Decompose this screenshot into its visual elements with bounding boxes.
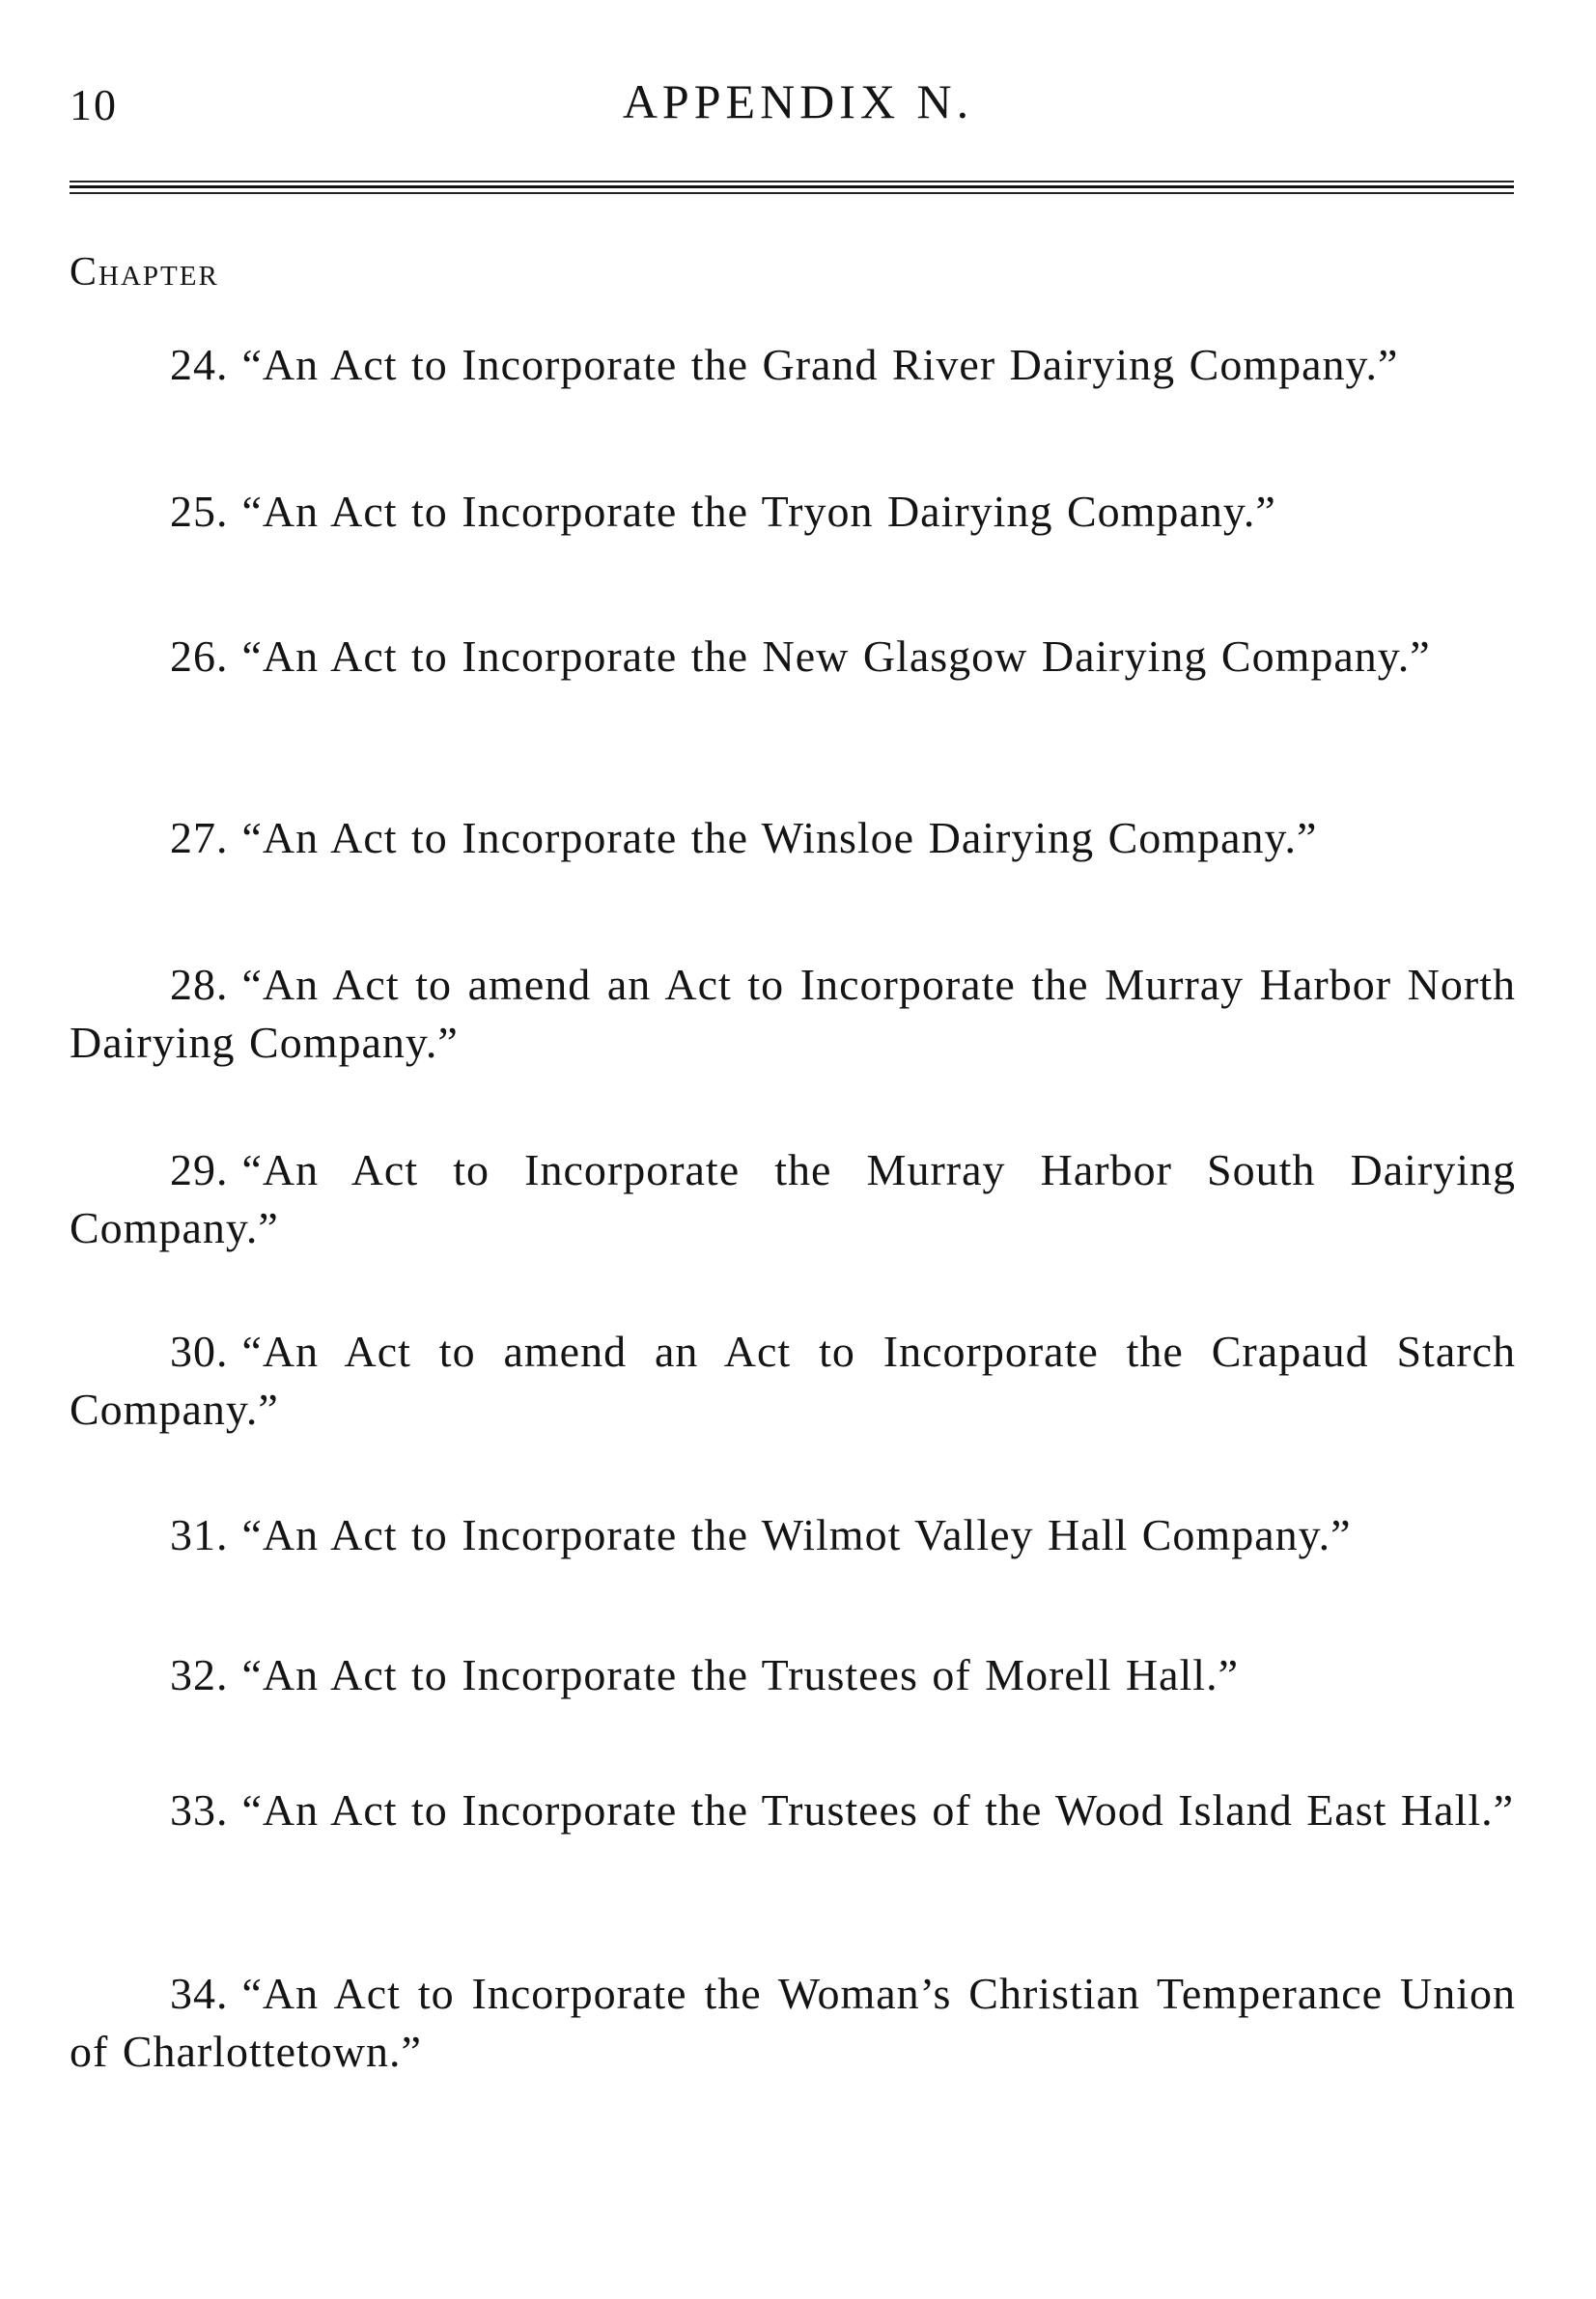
chapter-number: 27.	[170, 813, 229, 862]
act-title: “An Act to Incorporate the New Glasgow Dairying Company.”	[241, 631, 1431, 681]
act-title: “An Act to Incorporate the Murray Harbor South Dairying Company.”	[70, 1145, 1516, 1252]
chapter-number: 30.	[170, 1327, 229, 1376]
act-title: “An Act to Incorporate the Grand River Dairying Company.”	[241, 340, 1399, 389]
chapter-number: 25.	[170, 487, 229, 536]
page-number: 10	[70, 80, 118, 129]
chapter-number: 34.	[170, 1969, 229, 2018]
header-rule	[70, 185, 1514, 188]
chapter-number: 29.	[170, 1145, 229, 1194]
chapter-number: 33.	[170, 1785, 229, 1835]
act-entry	[70, 1965, 1516, 2081]
act-entry	[70, 336, 1516, 394]
chapter-number: 31.	[170, 1510, 229, 1559]
act-title: “An Act to Incorporate the Wilmot Valley Hall Company.”	[241, 1510, 1352, 1559]
act-entry	[70, 1141, 1516, 1257]
act-title: “An Act to amend an Act to Incorporate the Crapaud Starch Company.”	[70, 1327, 1516, 1434]
act-title: “An Act to Incorporate the Tryon Dairying Company.”	[241, 487, 1276, 536]
chapter-number: 26.	[170, 631, 229, 681]
act-entry	[70, 628, 1516, 686]
act-entry	[70, 1506, 1516, 1564]
act-entry	[70, 483, 1516, 541]
chapter-number: 24.	[170, 340, 229, 389]
chapter-label: Chapter	[70, 250, 219, 294]
header-rule	[70, 192, 1514, 194]
act-entry	[70, 956, 1516, 1072]
act-title: “An Act to Incorporate the Winsloe Dairying Company.”	[241, 813, 1318, 862]
header-rule	[70, 181, 1514, 182]
act-title: “An Act to Incorporate the Trustees of the Wood Island East Hall.”	[241, 1785, 1515, 1835]
chapter-number: 32.	[170, 1650, 229, 1699]
act-entry	[70, 1781, 1516, 1839]
act-title: “An Act to Incorporate the Woman’s Christian Temperance Union of Charlottetown.”	[70, 1969, 1516, 2076]
act-entry	[70, 809, 1516, 867]
act-title: “An Act to Incorporate the Trustees of Morell Hall.”	[241, 1650, 1239, 1699]
page-title: APPENDIX N.	[622, 74, 974, 128]
act-entry	[70, 1323, 1516, 1439]
act-entry	[70, 1646, 1516, 1704]
chapter-number: 28.	[170, 960, 229, 1009]
act-title: “An Act to amend an Act to Incorporate the Murray Harbor North Dairying Company.”	[70, 960, 1516, 1067]
